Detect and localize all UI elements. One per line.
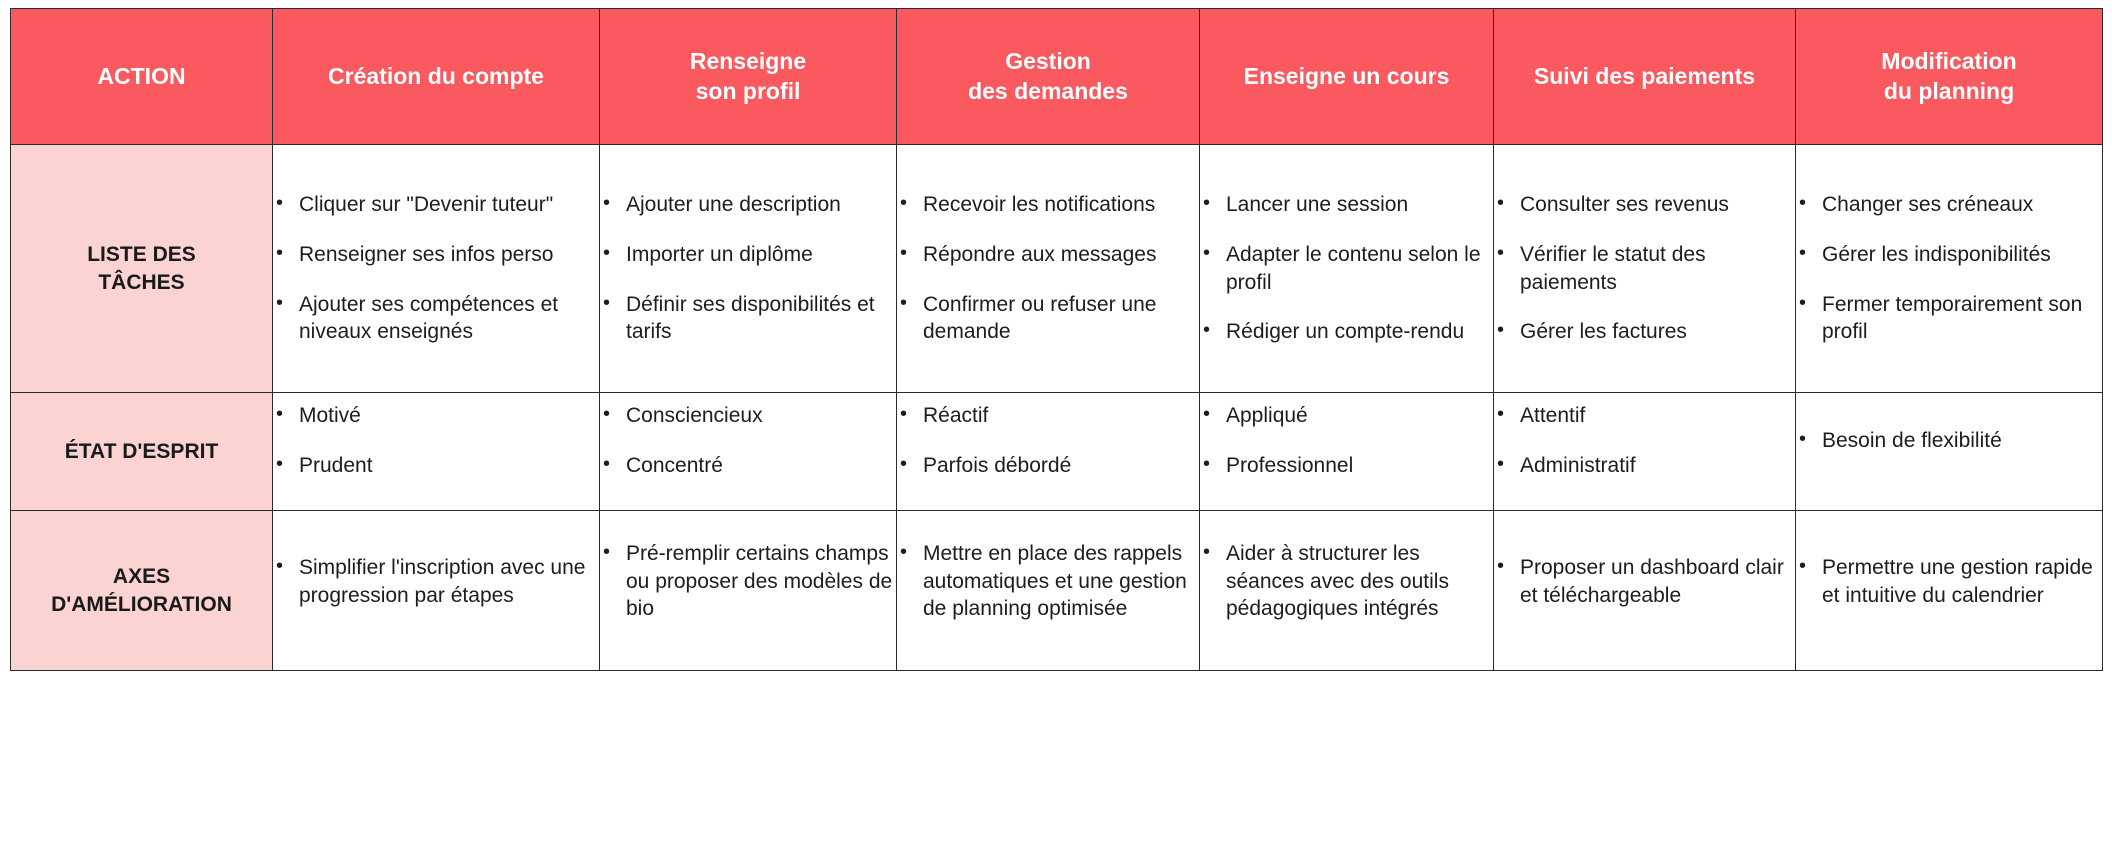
cell-taches-renseigne-son-profil [600, 145, 897, 393]
list-item: • Permettre une gestion rapide et intuitive du calendrier [1818, 554, 2102, 609]
header-line: Modification [1881, 47, 2017, 74]
bullet-list [1796, 427, 2102, 455]
bullet-list [273, 554, 599, 609]
header-row [11, 9, 2103, 145]
bullet-list [600, 402, 896, 479]
list-item: • Changer ses créneaux [1818, 191, 2102, 219]
cell-taches-suivi-des-paiements [1494, 145, 1796, 393]
table-row-etat-desprit [11, 393, 2103, 511]
row-header-line: D'AMÉLIORATION [51, 592, 232, 616]
cell-etat-renseigne-son-profil [600, 393, 897, 511]
cell-taches-modification-du-planning [1796, 145, 2103, 393]
column-header-modification-du-planning [1796, 9, 2103, 145]
list-item: • Définir ses disponibilités et tarifs [622, 291, 896, 346]
bullet-list [1494, 554, 1795, 609]
row-header-line: TÂCHES [98, 270, 185, 294]
header-line: Suivi des paiements [1533, 62, 1756, 89]
list-item: • Recevoir les notifications [919, 191, 1199, 219]
list-item: • Ajouter ses compétences et niveaux enseignés [295, 291, 599, 346]
list-item: • Vérifier le statut des paiements [1516, 241, 1795, 296]
list-item: • Proposer un dashboard clair et téléchargeable [1516, 554, 1795, 609]
bullet-list [1796, 554, 2102, 609]
row-header-axes-damelioration [11, 511, 273, 671]
list-item: • Rédiger un compte-rendu [1222, 318, 1493, 346]
bullet-list [1494, 191, 1795, 346]
bullet-list [897, 402, 1199, 479]
cell-axes-creation-du-compte [273, 511, 600, 671]
cell-etat-modification-du-planning [1796, 393, 2103, 511]
bullet-list [600, 191, 896, 346]
row-header-liste-des-taches [11, 145, 273, 393]
cell-etat-gestion-des-demandes [897, 393, 1200, 511]
bullet-list [273, 402, 599, 479]
list-item: • Motivé [295, 402, 599, 430]
list-item: • Ajouter une description [622, 191, 896, 219]
journey-table [10, 8, 2103, 671]
cell-axes-enseigne-un-cours [1200, 511, 1494, 671]
list-item: • Fermer temporairement son profil [1818, 291, 2102, 346]
cell-etat-suivi-des-paiements [1494, 393, 1796, 511]
bullet-list [1796, 191, 2102, 346]
cell-axes-renseigne-son-profil [600, 511, 897, 671]
list-item: • Renseigner ses infos perso [295, 241, 599, 269]
list-item: • Mettre en place des rappels automatiques et une gestion de planning optimisée [919, 540, 1199, 623]
list-item: • Importer un diplôme [622, 241, 896, 269]
list-item: • Besoin de flexibilité [1818, 427, 2102, 455]
header-line: Gestion [1005, 47, 1091, 74]
header-line: du planning [1883, 77, 2015, 104]
header-line: Création du compte [328, 62, 544, 89]
list-item: • Appliqué [1222, 402, 1493, 430]
list-item: • Consulter ses revenus [1516, 191, 1795, 219]
list-item: • Prudent [295, 452, 599, 480]
list-item: • Cliquer sur "Devenir tuteur" [295, 191, 599, 219]
cell-taches-creation-du-compte [273, 145, 600, 393]
list-item: • Aider à structurer les séances avec des outils pédagogiques intégrés [1222, 540, 1493, 623]
list-item: • Adapter le contenu selon le profil [1222, 241, 1493, 296]
table-row-axes-damelioration [11, 511, 2103, 671]
cell-axes-modification-du-planning [1796, 511, 2103, 671]
row-header-line: ÉTAT D'ESPRIT [64, 439, 219, 463]
table-row-liste-des-taches [11, 145, 2103, 393]
bullet-list [1200, 402, 1493, 479]
column-header-gestion-des-demandes [897, 9, 1200, 145]
bullet-list [897, 191, 1199, 346]
cell-taches-enseigne-un-cours [1200, 145, 1494, 393]
header-line: son profil [695, 77, 801, 104]
header-line: Renseigne [689, 47, 807, 74]
list-item: • Confirmer ou refuser une demande [919, 291, 1199, 346]
table-header [11, 9, 2103, 145]
bullet-list [273, 191, 599, 346]
column-header-suivi-des-paiements [1494, 9, 1796, 145]
row-header-line: AXES [112, 565, 171, 589]
list-item: • Réactif [919, 402, 1199, 430]
row-header-etat-desprit [11, 393, 273, 511]
header-line: Enseigne un cours [1243, 62, 1450, 89]
list-item: • Gérer les factures [1516, 318, 1795, 346]
list-item: • Professionnel [1222, 452, 1493, 480]
list-item: • Concentré [622, 452, 896, 480]
table-body [11, 145, 2103, 671]
column-header-renseigne-son-profil [600, 9, 897, 145]
header-line: des demandes [968, 77, 1128, 104]
list-item: • Simplifier l'inscription avec une progression par étapes [295, 554, 599, 609]
list-item: • Pré-remplir certains champs ou proposer des modèles de bio [622, 540, 896, 623]
list-item: • Répondre aux messages [919, 241, 1199, 269]
row-header-line: LISTE DES [87, 243, 196, 267]
bullet-list [600, 540, 896, 623]
bullet-list [1200, 540, 1493, 623]
cell-axes-gestion-des-demandes [897, 511, 1200, 671]
bullet-list [1494, 402, 1795, 479]
cell-taches-gestion-des-demandes [897, 145, 1200, 393]
cell-axes-suivi-des-paiements [1494, 511, 1796, 671]
list-item: • Administratif [1516, 452, 1795, 480]
column-header-enseigne-un-cours [1200, 9, 1494, 145]
list-item: • Consciencieux [622, 402, 896, 430]
cell-etat-creation-du-compte [273, 393, 600, 511]
column-header-creation-du-compte [273, 9, 600, 145]
list-item: • Attentif [1516, 402, 1795, 430]
column-header-action [11, 9, 273, 145]
bullet-list [1200, 191, 1493, 346]
header-line: ACTION [97, 62, 186, 89]
list-item: • Parfois débordé [919, 452, 1199, 480]
bullet-list [897, 540, 1199, 623]
cell-etat-enseigne-un-cours [1200, 393, 1494, 511]
list-item: • Lancer une session [1222, 191, 1493, 219]
list-item: • Gérer les indisponibilités [1818, 241, 2102, 269]
